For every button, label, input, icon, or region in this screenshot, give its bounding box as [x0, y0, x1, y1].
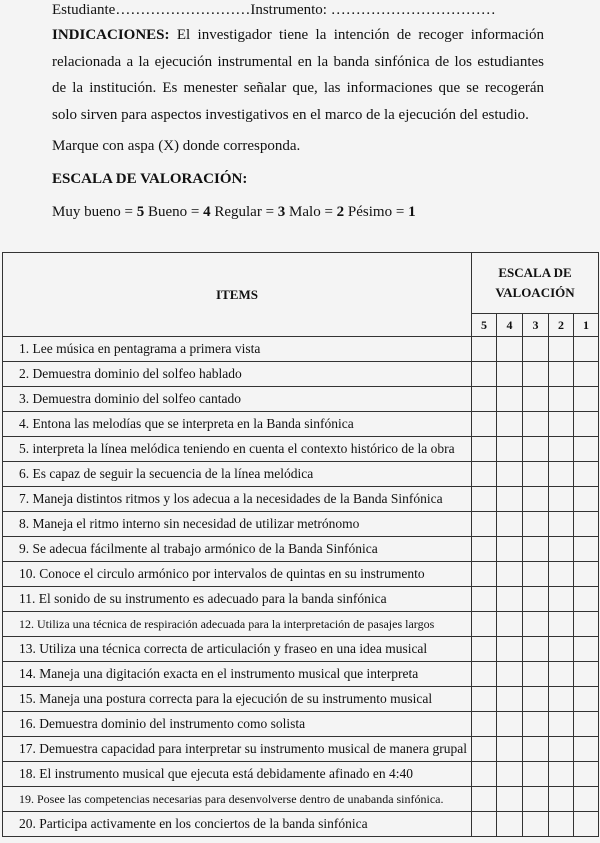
- rating-cell-5[interactable]: [472, 787, 497, 812]
- table-row: [3, 587, 599, 612]
- indications-text: El investigador tiene la intención de recoger información relacionada a la ejecución instrumental en la banda sinfónica de los estudiantes de la institución. Es menester señalar que, las informaciones que se recogerán solo sirven para aspectos investigativos en el marco de la ejecución del estudio.: [52, 27, 544, 123]
- table-row: [3, 387, 599, 412]
- rating-cell-1[interactable]: [574, 662, 599, 687]
- item-text: 10. Conoce el circulo armónico por intervalos de quintas en su instrumento: [3, 562, 472, 587]
- indications-label: INDICACIONES:: [52, 27, 170, 43]
- rating-cell-5[interactable]: [472, 687, 497, 712]
- instruction-text: Marque con aspa (X) donde corresponda.: [52, 138, 301, 154]
- rating-cell-1[interactable]: [574, 462, 599, 487]
- rating-cell-2[interactable]: [549, 362, 574, 387]
- legend-label: Bueno =: [144, 204, 204, 220]
- rating-cell-1[interactable]: [574, 812, 599, 837]
- rating-cell-4[interactable]: [497, 637, 523, 662]
- rating-cell-4[interactable]: [497, 362, 523, 387]
- rating-cell-2[interactable]: [549, 812, 574, 837]
- item-text: 17. Demuestra capacidad para interpretar su instrumento musical de manera grupal: [3, 737, 472, 762]
- rating-cell-5[interactable]: [472, 562, 497, 587]
- scale-header: [472, 253, 599, 314]
- legend-value: 2: [336, 204, 345, 220]
- items-header: ITEMS: [3, 253, 472, 337]
- table-row: [3, 537, 599, 562]
- item-text: 18. El instrumento musical que ejecuta está debidamente afinado en 4:40: [3, 762, 472, 787]
- rating-cell-1[interactable]: [574, 712, 599, 737]
- rating-cell-4[interactable]: [497, 487, 523, 512]
- legend-value: 4: [203, 204, 211, 220]
- rating-cell-3[interactable]: [523, 512, 549, 537]
- rating-cell-1[interactable]: [574, 412, 599, 437]
- rating-cell-3[interactable]: [523, 412, 549, 437]
- rating-cell-2[interactable]: [549, 462, 574, 487]
- rating-cell-2[interactable]: [549, 512, 574, 537]
- rating-cell-3[interactable]: [523, 587, 549, 612]
- item-text: 19. Posee las competencias necesarias para desenvolverse dentro de unabanda sinfónica.: [3, 787, 472, 812]
- rating-cell-4[interactable]: [497, 587, 523, 612]
- rating-cell-3[interactable]: [523, 712, 549, 737]
- rating-cell-5[interactable]: [472, 812, 497, 837]
- rating-cell-2[interactable]: [549, 437, 574, 462]
- rating-cell-4[interactable]: [497, 612, 523, 637]
- rating-cell-4[interactable]: [497, 562, 523, 587]
- rating-cell-1[interactable]: [574, 637, 599, 662]
- rating-cell-1[interactable]: [574, 687, 599, 712]
- table-row: [3, 662, 599, 687]
- rating-cell-3[interactable]: [523, 612, 549, 637]
- rating-cell-1[interactable]: [574, 612, 599, 637]
- rating-cell-5[interactable]: [472, 637, 497, 662]
- table-row: [3, 437, 599, 462]
- rating-cell-4[interactable]: [497, 712, 523, 737]
- item-text: 14. Maneja una digitación exacta en el instrumento musical que interpreta: [3, 662, 472, 687]
- rating-cell-5[interactable]: [472, 387, 497, 412]
- item-text: 12. Utiliza una técnica de respiración adecuada para la interpretación de pasajes largos: [3, 612, 472, 637]
- rating-cell-3[interactable]: [523, 637, 549, 662]
- rating-cell-3[interactable]: [523, 487, 549, 512]
- item-text: 6. Es capaz de seguir la secuencia de la línea melódica: [3, 462, 472, 487]
- rating-cell-3[interactable]: [523, 387, 549, 412]
- rating-cell-2[interactable]: [549, 587, 574, 612]
- rating-cell-3[interactable]: [523, 812, 549, 837]
- rating-cell-3[interactable]: [523, 762, 549, 787]
- rating-table: [2, 252, 599, 837]
- rating-cell-4[interactable]: [497, 737, 523, 762]
- item-text: 1. Lee música en pentagrama a primera vista: [3, 337, 472, 362]
- rating-cell-5[interactable]: [472, 337, 497, 362]
- table-row: [3, 812, 599, 837]
- legend-value: 3: [277, 204, 286, 220]
- indications-paragraph: [52, 22, 544, 128]
- rating-cell-1[interactable]: [574, 437, 599, 462]
- rating-cell-3[interactable]: [523, 462, 549, 487]
- student-instrument-line: Estudiante………………………Instrumento: ……………………………: [52, 2, 496, 18]
- rating-cell-2[interactable]: [549, 637, 574, 662]
- table-row: [3, 712, 599, 737]
- rating-cell-1[interactable]: [574, 587, 599, 612]
- table-row: [3, 762, 599, 787]
- table-row: [3, 637, 599, 662]
- table-row: [3, 687, 599, 712]
- rating-cell-4[interactable]: [497, 812, 523, 837]
- rating-cell-4[interactable]: [497, 437, 523, 462]
- rating-cell-4[interactable]: [497, 512, 523, 537]
- rating-cell-5[interactable]: [472, 612, 497, 637]
- legend-label: Regular =: [210, 204, 278, 220]
- scale-header-line2: VALOACIÓN: [495, 285, 575, 300]
- rating-cell-1[interactable]: [574, 737, 599, 762]
- scale-col-4: 4: [497, 314, 523, 337]
- rating-cell-5[interactable]: [472, 762, 497, 787]
- rating-cell-4[interactable]: [497, 762, 523, 787]
- legend-value: 1: [408, 204, 416, 220]
- scale-col-2: 2: [549, 314, 574, 337]
- rating-cell-3[interactable]: [523, 662, 549, 687]
- rating-cell-4[interactable]: [497, 537, 523, 562]
- rating-cell-2[interactable]: [549, 762, 574, 787]
- item-text: 9. Se adecua fácilmente al trabajo armónico de la Banda Sinfónica: [3, 537, 472, 562]
- item-text: 20. Participa activamente en los conciertos de la banda sinfónica: [3, 812, 472, 837]
- item-text: 2. Demuestra dominio del solfeo hablado: [3, 362, 472, 387]
- table-row: [3, 462, 599, 487]
- rating-cell-1[interactable]: [574, 387, 599, 412]
- rating-cell-4[interactable]: [497, 787, 523, 812]
- rating-cell-2[interactable]: [549, 662, 574, 687]
- item-text: 7. Maneja distintos ritmos y los adecua a la necesidades de la Banda Sinfónica: [3, 487, 472, 512]
- item-text: 8. Maneja el ritmo interno sin necesidad de utilizar metrónomo: [3, 512, 472, 537]
- rating-cell-5[interactable]: [472, 662, 497, 687]
- rating-cell-5[interactable]: [472, 462, 497, 487]
- rating-cell-3[interactable]: [523, 537, 549, 562]
- rating-cell-5[interactable]: [472, 412, 497, 437]
- rating-cell-5[interactable]: [472, 537, 497, 562]
- rating-cell-1[interactable]: [574, 487, 599, 512]
- table-row: [3, 787, 599, 812]
- rating-cell-1[interactable]: [574, 512, 599, 537]
- form-header: [52, 0, 544, 222]
- rating-cell-4[interactable]: [497, 387, 523, 412]
- table-row: [3, 562, 599, 587]
- rating-cell-2[interactable]: [549, 387, 574, 412]
- rating-cell-3[interactable]: [523, 437, 549, 462]
- scale-legend: [52, 202, 544, 222]
- rating-cell-2[interactable]: [549, 412, 574, 437]
- scale-col-1: 1: [574, 314, 599, 337]
- item-text: 16. Demuestra dominio del instrumento como solista: [3, 712, 472, 737]
- rating-cell-1[interactable]: [574, 537, 599, 562]
- rating-cell-5[interactable]: [472, 512, 497, 537]
- legend-label: Malo =: [285, 204, 337, 220]
- rating-cell-5[interactable]: [472, 437, 497, 462]
- rating-cell-4[interactable]: [497, 662, 523, 687]
- rating-cell-4[interactable]: [497, 412, 523, 437]
- table-row: [3, 512, 599, 537]
- rating-cell-3[interactable]: [523, 562, 549, 587]
- table-row: [3, 412, 599, 437]
- scale-col-5: 5: [472, 314, 497, 337]
- rating-cell-2[interactable]: [549, 712, 574, 737]
- table-row: [3, 737, 599, 762]
- rating-cell-2[interactable]: [549, 487, 574, 512]
- rating-cell-5[interactable]: [472, 712, 497, 737]
- item-text: 5. interpreta la línea melódica teniendo en cuenta el contexto histórico de la obra: [3, 437, 472, 462]
- rating-cell-4[interactable]: [497, 687, 523, 712]
- rating-cell-2[interactable]: [549, 612, 574, 637]
- scale-header-line1: ESCALA DE: [498, 265, 572, 280]
- scale-title: ESCALA DE VALORACIÓN:: [52, 171, 248, 187]
- legend-value: 5: [136, 204, 145, 220]
- item-text: 4. Entona las melodías que se interpreta en la Banda sinfónica: [3, 412, 472, 437]
- rating-cell-5[interactable]: [472, 487, 497, 512]
- rating-cell-5[interactable]: [472, 737, 497, 762]
- rating-cell-3[interactable]: [523, 337, 549, 362]
- rating-cell-5[interactable]: [472, 587, 497, 612]
- rating-cell-1[interactable]: [574, 337, 599, 362]
- rating-cell-2[interactable]: [549, 737, 574, 762]
- table-row: [3, 487, 599, 512]
- table-row: [3, 337, 599, 362]
- rating-cell-5[interactable]: [472, 362, 497, 387]
- rating-cell-3[interactable]: [523, 787, 549, 812]
- rating-cell-2[interactable]: [549, 787, 574, 812]
- rating-cell-1[interactable]: [574, 562, 599, 587]
- item-text: 15. Maneja una postura correcta para la ejecución de su instrumento musical: [3, 687, 472, 712]
- scale-col-3: 3: [523, 314, 549, 337]
- rating-cell-1[interactable]: [574, 762, 599, 787]
- rating-cell-3[interactable]: [523, 687, 549, 712]
- rating-cell-1[interactable]: [574, 362, 599, 387]
- rating-cell-2[interactable]: [549, 337, 574, 362]
- table-row: [3, 612, 599, 637]
- legend-label: Pésimo =: [344, 204, 409, 220]
- rating-cell-1[interactable]: [574, 787, 599, 812]
- rating-cell-2[interactable]: [549, 687, 574, 712]
- item-text: 3. Demuestra dominio del solfeo cantado: [3, 387, 472, 412]
- table-row: [3, 362, 599, 387]
- legend-label: Muy bueno =: [52, 204, 137, 220]
- item-text: 11. El sonido de su instrumento es adecuado para la banda sinfónica: [3, 587, 472, 612]
- rating-cell-3[interactable]: [523, 737, 549, 762]
- item-text: 13. Utiliza una técnica correcta de articulación y fraseo en una idea musical: [3, 637, 472, 662]
- rating-cell-3[interactable]: [523, 362, 549, 387]
- rating-cell-2[interactable]: [549, 537, 574, 562]
- rating-cell-4[interactable]: [497, 337, 523, 362]
- rating-cell-2[interactable]: [549, 562, 574, 587]
- rating-cell-4[interactable]: [497, 462, 523, 487]
